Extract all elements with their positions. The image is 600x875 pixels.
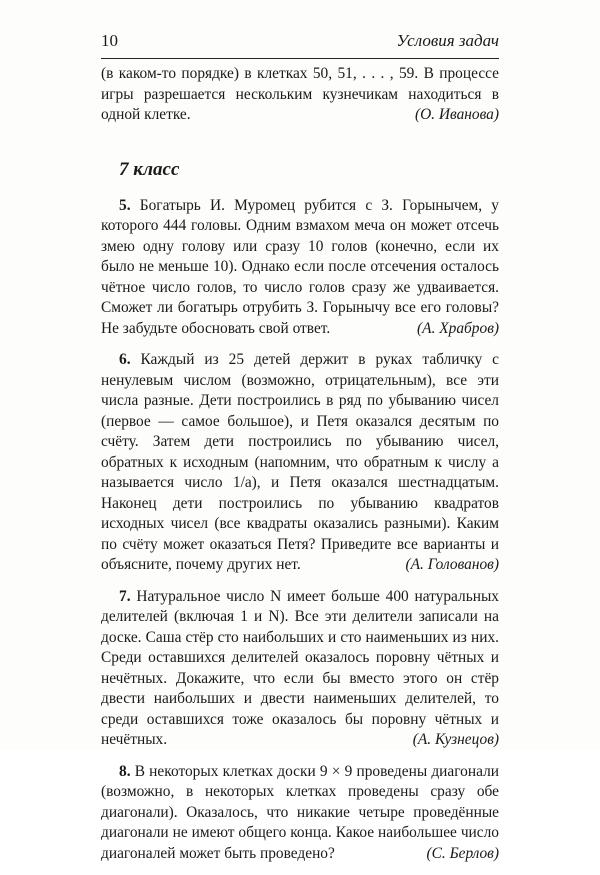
problem-author: (А. Голованов): [405, 556, 499, 573]
problem-number: 6.: [119, 351, 131, 368]
problem-text: В некоторых клетках доски 9 × 9 проведены диагонали (возможно, в некоторых клетках проведены сразу обе диагонали). Оказалось, что никакие четыре проведённые диагонали не имеют общего конца. Какое наибольшее число диагоналей может быть проведено?: [101, 762, 499, 862]
intro-author: (О. Иванова): [414, 106, 499, 123]
grade-heading: 7 класс: [119, 158, 180, 180]
section-title: Условия задач: [396, 31, 499, 50]
running-head: [101, 30, 499, 52]
page-number: 10: [101, 31, 118, 50]
problem-6: [101, 350, 499, 576]
problem-text: Каждый из 25 детей держит в руках табличку с ненулевым числом (возможно, отрицательным), все эти числа разные. Дети построились в ряд по убыванию чисел (первое — самое большое), и Петя оказался десятым по счёту. Затем дети построились по убыванию чисел, обратных к исходным (напомним, что обратным к числу a называется число 1/a), и Петя оказался шестнадцатым. Наконец дети построились по убыванию квадратов исходных чисел (все квадраты оказались разными). Каким по счёту может оказаться Петя? Приведите все варианты и объясните, почему других нет.: [101, 351, 499, 573]
problem-author: (А. Кузнецов): [412, 731, 499, 748]
problem-8: [101, 762, 499, 865]
problem-5: [101, 196, 499, 340]
intro-paragraph: [101, 64, 499, 126]
problem-text: Богатырь И. Муромец рубится с З. Горынычем, у которого 444 головы. Одним взмахом меча он может отсечь змею одну голову или сразу 10 голов (конечно, если их было не меньше 10). Однако если после отсечения осталось чётное число голов, то число голов сразу же удваивается. Сможет ли богатырь отрубить З. Горынычу все его головы? Не забудьте обосновать свой ответ.: [101, 196, 499, 337]
problem-author: (А. Храбров): [417, 319, 499, 337]
header-rule: [101, 58, 499, 59]
problem-number: 8.: [119, 762, 131, 780]
problem-number: 7.: [119, 587, 131, 605]
page-body: [101, 64, 499, 875]
problem-number: 5.: [119, 196, 131, 214]
problem-7: [101, 587, 499, 751]
intro-text: (в каком-то порядке) в клетках 50, 51, . . . , 59. В процессе игры разрешается нескольким кузнечикам находиться в одной клетке.: [101, 65, 499, 123]
problem-text: Натуральное число N имеет больше 400 натуральных делителей (включая 1 и N). Все эти делители записали на доске. Саша стёр сто наибольших и сто наименьших из них. Среди оставшихся делителей оказалось поровну чётных и нечётных. Докажите, что если бы вместо этого он стёр двести наибольших и двести наименьших делителей, то среди оставшихся тоже оказалось бы поровну чётных и нечётных.: [101, 587, 499, 748]
problem-author: (С. Берлов): [426, 844, 499, 862]
